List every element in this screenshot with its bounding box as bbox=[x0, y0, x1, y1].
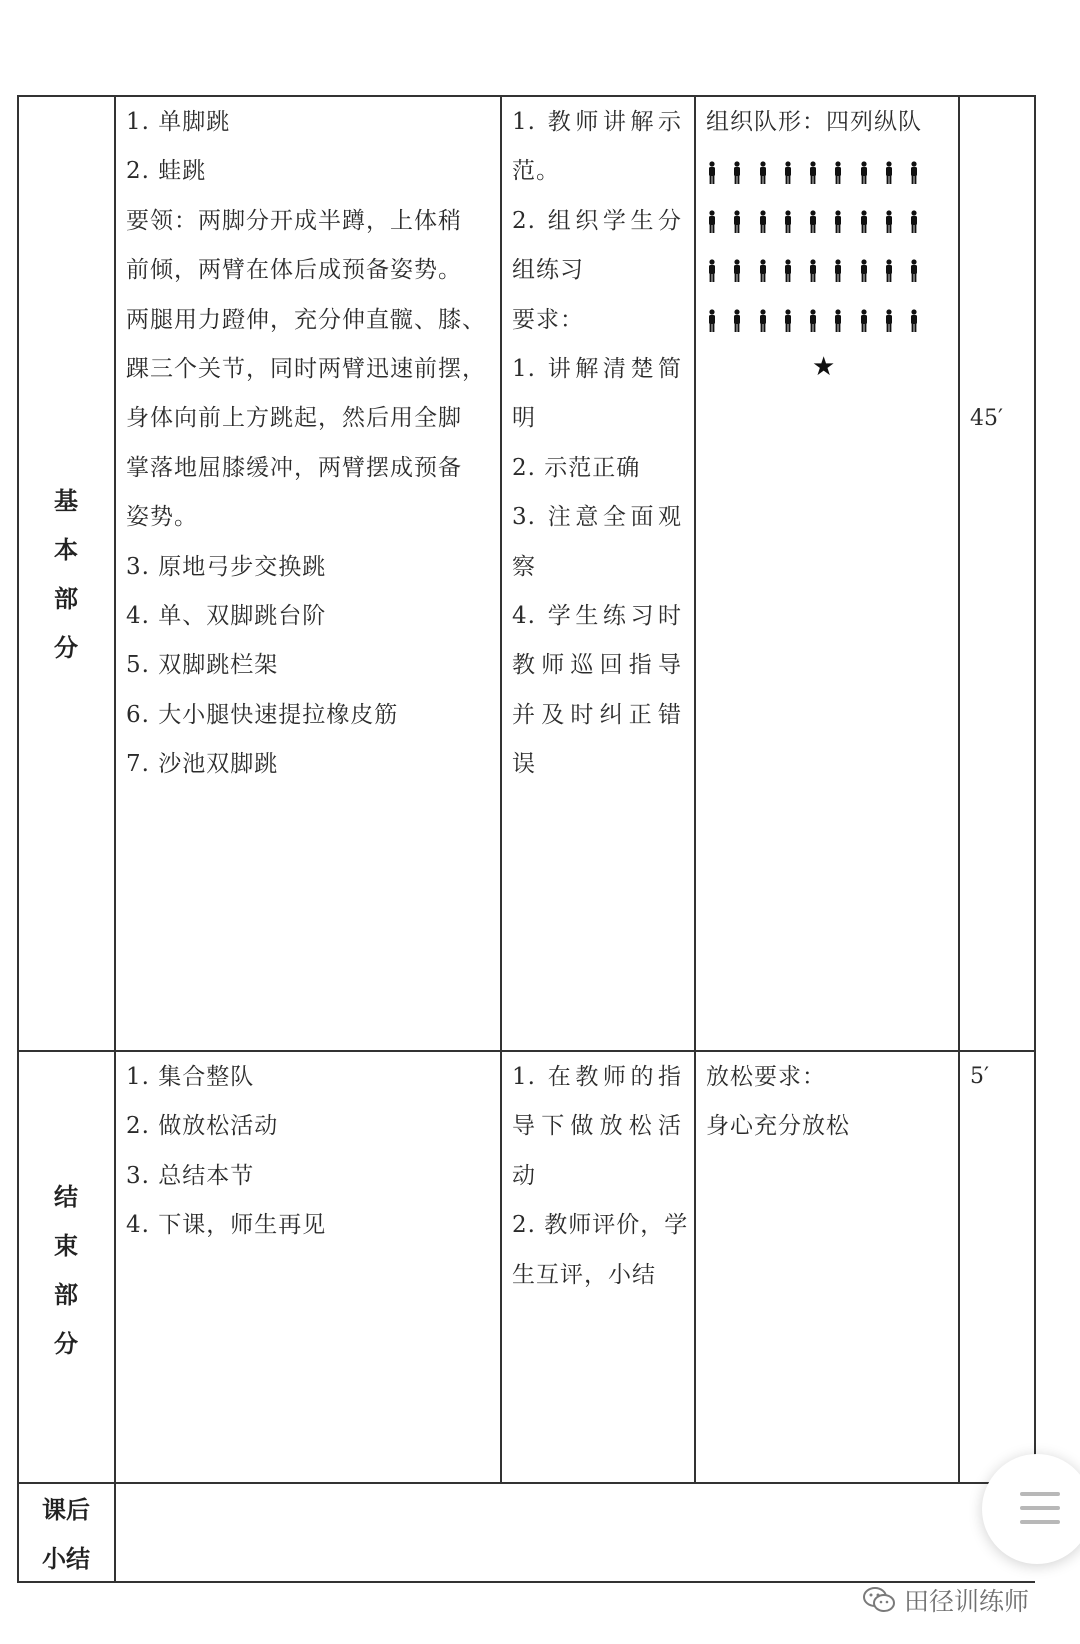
method-line: 并及时纠正错 bbox=[512, 701, 682, 728]
organization-line: 身心充分放松 bbox=[706, 1113, 850, 1140]
content-line: 要领：两脚分开成半蹲，上体稍 bbox=[126, 207, 462, 234]
method-line: 1. 教师讲解示 bbox=[512, 109, 682, 135]
student-figure-icon bbox=[706, 210, 718, 234]
student-figure-icon bbox=[858, 210, 870, 234]
table-left-border bbox=[17, 95, 19, 1582]
content-line: 2. 做放松活动 bbox=[126, 1113, 279, 1140]
content-line: 2. 蛙跳 bbox=[126, 158, 207, 185]
student-figure-icon bbox=[832, 309, 844, 333]
ending-organization bbox=[706, 1053, 950, 1152]
content-line: 两腿用力蹬伸，充分伸直髋、膝、 bbox=[126, 306, 486, 333]
student-figure-icon bbox=[757, 161, 769, 185]
content-line: 1. 单脚跳 bbox=[126, 109, 231, 135]
method-line: 导下做放松活 bbox=[512, 1113, 682, 1140]
student-figure-icon bbox=[832, 210, 844, 234]
formation-row bbox=[706, 197, 920, 246]
teacher-star-icon: ★ bbox=[812, 352, 836, 382]
method-line: 生互评，小结 bbox=[512, 1261, 656, 1288]
content-line: 掌落地屈膝缓冲，两臂摆成预备 bbox=[126, 454, 462, 481]
student-figure-icon bbox=[832, 259, 844, 283]
student-figure-icon bbox=[883, 161, 895, 185]
section-label-ending: 结 束 部 分 bbox=[54, 1182, 78, 1358]
content-line: 踝三个关节，同时两臂迅速前摆， bbox=[126, 355, 486, 382]
student-figure-icon bbox=[782, 210, 794, 234]
content-line: 1. 集合整队 bbox=[126, 1064, 255, 1090]
method-line: 4. 学生练习时 bbox=[512, 602, 682, 629]
wechat-icon bbox=[862, 1586, 896, 1614]
hamburger-menu-icon bbox=[1020, 1492, 1060, 1496]
method-line: 1. 在教师的指 bbox=[512, 1064, 682, 1090]
ending-content bbox=[126, 1053, 490, 1251]
formation-row bbox=[706, 247, 920, 296]
table-right-border bbox=[1034, 95, 1036, 1483]
student-figure-icon bbox=[883, 259, 895, 283]
student-figure-icon bbox=[832, 161, 844, 185]
watermark-text: 田径训练师 bbox=[904, 1587, 1030, 1616]
student-figure-icon bbox=[858, 259, 870, 283]
student-figure-icon bbox=[807, 259, 819, 283]
method-line: 1. 讲解清楚简 bbox=[512, 355, 682, 382]
student-figure-icon bbox=[782, 309, 794, 333]
student-figure-icon bbox=[807, 309, 819, 333]
ending-method bbox=[512, 1053, 689, 1300]
method-line: 要求： bbox=[512, 306, 584, 333]
student-figure-icon bbox=[883, 210, 895, 234]
method-line: 教师巡回指导 bbox=[512, 652, 682, 679]
hamburger-menu-icon-bar bbox=[1020, 1520, 1060, 1524]
student-figure-icon bbox=[731, 161, 743, 185]
student-figure-icon bbox=[908, 309, 920, 333]
student-figure-icon bbox=[908, 210, 920, 234]
student-figure-icon bbox=[731, 309, 743, 333]
formation-row bbox=[706, 148, 920, 197]
student-figure-icon bbox=[883, 309, 895, 333]
student-figure-icon bbox=[706, 309, 718, 333]
basic-method bbox=[512, 98, 682, 789]
basic-time: 45′ bbox=[970, 406, 1003, 431]
organization-line: 放松要求： bbox=[706, 1064, 826, 1090]
content-line: 4. 单、双脚跳台阶 bbox=[126, 602, 327, 629]
section-label-basic: 基 本 部 分 bbox=[54, 486, 78, 662]
content-line: 身体向前上方跳起，然后用全脚 bbox=[126, 405, 462, 432]
student-figure-icon bbox=[757, 309, 769, 333]
column-divider-label bbox=[114, 95, 116, 1582]
student-figure-icon bbox=[706, 259, 718, 283]
organization-title: 组织队形：四列纵队 bbox=[706, 109, 922, 135]
ending-time: 5′ bbox=[970, 1064, 989, 1089]
method-line: 2. 教师评价，学 bbox=[512, 1212, 689, 1239]
basic-content bbox=[126, 98, 490, 789]
row-divider-ending bbox=[17, 1050, 1035, 1052]
formation-diagram bbox=[706, 148, 936, 346]
student-figure-icon bbox=[731, 210, 743, 234]
basic-organization bbox=[706, 98, 950, 147]
student-figure-icon bbox=[858, 309, 870, 333]
method-line: 误 bbox=[512, 751, 536, 778]
content-line: 3. 原地弓步交换跳 bbox=[126, 553, 327, 580]
content-line: 4. 下课，师生再见 bbox=[126, 1212, 327, 1239]
content-line: 3. 总结本节 bbox=[126, 1162, 255, 1189]
method-line: 察 bbox=[512, 553, 536, 580]
method-line: 组练习 bbox=[512, 257, 584, 284]
student-figure-icon bbox=[731, 259, 743, 283]
section-label-summary: 课后 小结 bbox=[42, 1495, 90, 1573]
method-line: 3. 注意全面观 bbox=[512, 504, 682, 531]
method-line: 明 bbox=[512, 405, 536, 432]
student-figure-icon bbox=[908, 161, 920, 185]
method-line: 动 bbox=[512, 1162, 536, 1189]
watermark bbox=[862, 1582, 1029, 1618]
column-divider-method bbox=[694, 95, 696, 1483]
column-divider-content bbox=[500, 95, 502, 1483]
row-divider-summary bbox=[17, 1482, 1035, 1484]
student-figure-icon bbox=[858, 161, 870, 185]
student-figure-icon bbox=[807, 210, 819, 234]
table-top-border bbox=[17, 95, 1035, 97]
content-line: 姿势。 bbox=[126, 504, 198, 531]
student-figure-icon bbox=[908, 259, 920, 283]
student-figure-icon bbox=[757, 210, 769, 234]
student-figure-icon bbox=[757, 259, 769, 283]
content-line: 7. 沙池双脚跳 bbox=[126, 751, 279, 778]
student-figure-icon bbox=[782, 161, 794, 185]
student-figure-icon bbox=[706, 161, 718, 185]
student-figure-icon bbox=[807, 161, 819, 185]
column-divider-organization bbox=[958, 95, 960, 1483]
method-line: 2. 组织学生分 bbox=[512, 207, 682, 234]
hamburger-menu-icon-bar bbox=[1020, 1506, 1060, 1510]
method-line: 2. 示范正确 bbox=[512, 454, 641, 481]
content-line: 6. 大小腿快速提拉橡皮筋 bbox=[126, 701, 399, 728]
formation-row bbox=[706, 296, 920, 345]
content-line: 前倾，两臂在体后成预备姿势。 bbox=[126, 257, 462, 284]
floating-menu-button[interactable] bbox=[982, 1454, 1080, 1564]
student-figure-icon bbox=[782, 259, 794, 283]
content-line: 5. 双脚跳栏架 bbox=[126, 652, 279, 679]
method-line: 范。 bbox=[512, 158, 560, 185]
